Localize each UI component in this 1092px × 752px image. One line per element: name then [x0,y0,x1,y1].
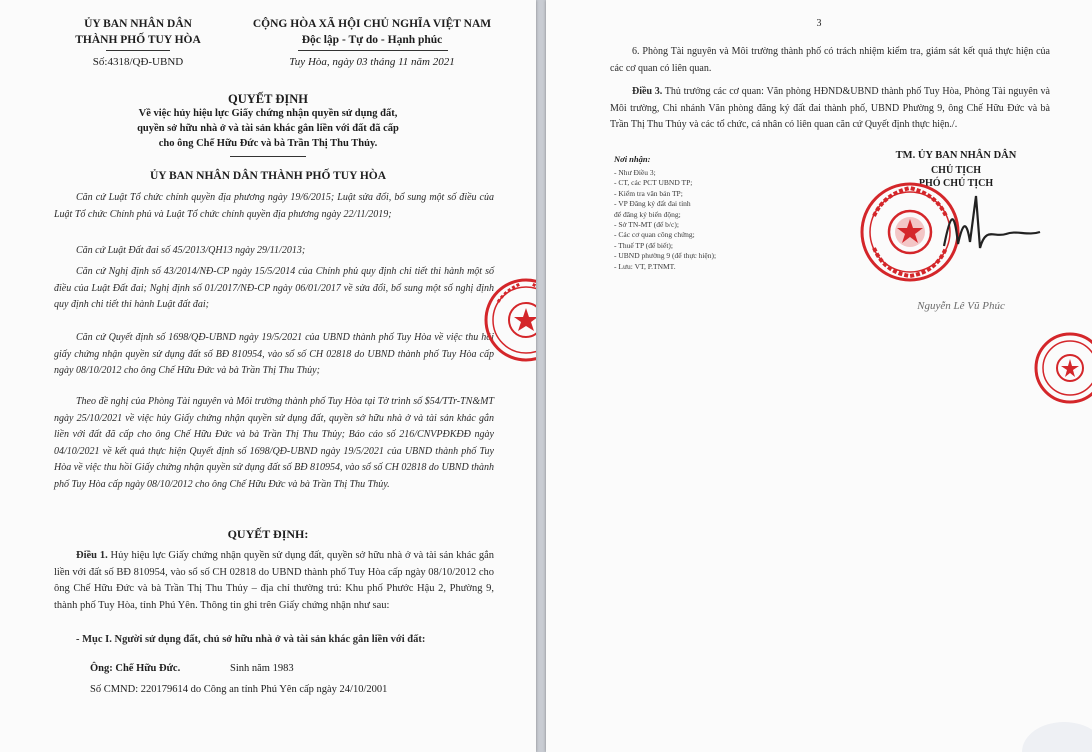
owner-birth-year: Sinh năm 1983 [230,663,294,674]
recipient-item: - Lưu: VT, P.TNMT. [614,261,676,271]
section-1-heading: - Mục I. Người sử dụng đất, chủ sở hữu nhà ở và tài sản khác gắn liền với đất: [76,634,426,645]
issuing-org-line2: THÀNH PHỐ TUY HÒA [75,34,201,46]
article-1 [54,548,494,614]
handwritten-signature-icon [936,186,1046,266]
signer-name: Nguyễn Lê Vũ Phúc [917,300,1005,312]
item-6: 6. Phòng Tài nguyên và Môi trường thành phố có trách nhiệm kiểm tra, giám sát kết quả thực hiện của các cơ quan có liên quan. [610,46,1050,74]
recipient-item: để đăng ký biến động; [614,209,681,219]
article-3-text: Thủ trưởng các cơ quan: Văn phòng HĐND&UBND thành phố Tuy Hòa, Phòng Tài nguyên và Môi trường, Chi nhánh Văn phòng đăng ký đất đai thành phố, UBND Phường 9, ông Chế Hữu Đức và bà Trần Thị Thu Thủy và các tổ chức, cá nhân có liên quan căn cứ Quyết định thực hiện./. [610,86,1050,130]
place-and-date: Tuy Hòa, ngày 03 tháng 11 năm 2021 [289,56,455,68]
recipient-item: - Như Điều 3; [614,168,656,177]
header-rule-left [106,50,170,51]
legal-basis-4: Căn cứ Quyết định số 1698/QĐ-UBND ngày 19/5/2021 của UBND thành phố Tuy Hòa về việc thu hồi giấy chứng nhận quyền sử dụng đất số BĐ 810954, vào sổ số CH 02818 do UBND thành phố Tuy Hòa cấp ngày 08/10/2012 cho ông Chế Hữu Đức và bà Trần Thị Thu Thủy; [54,332,494,376]
signer-title-chair: CHỦ TỊCH [930,165,982,176]
official-seal-icon [476,272,536,372]
legal-basis-5: Theo đề nghị của Phòng Tài nguyên và Môi trường thành phố Tuy Hòa tại Tờ trình số $54/TTr-TN&MT ngày 25/10/2021 về việc hủy Giấy chứng nhận quyền sử dụng đất, quyền sở hữu nhà ở và tài sản khác gắn liền với đất đã cấp cho ông Chế Hữu Đức và bà Trần Thị Thu Thủy; Báo cáo số 216/CNVPĐKĐĐ ngày 04/10/2021 về kết quả thực hiện Quyết định số 1698/QĐ-UBND ngày 19/5/2021 của UBND thành phố Tuy Hòa về việc thu hồi Giấy chứng nhận quyền sử dụng đất số BĐ 810954, vào sổ số CH 02818 do UBND thành phố Tuy Hòa cấp ngày 08/10/2012 cho ông Chế Hữu Đức và bà Trần Thị Thu Thủy. [54,396,494,490]
article-1-label: Điều 1. [76,550,108,561]
recipient-item: - CT, các PCT UBND TP; [614,178,693,188]
legal-basis-3: Căn cứ Nghị định số 43/2014/NĐ-CP ngày 15/5/2014 của Chính phủ quy định chi tiết thi hành một số điều của Luật Đất đai; Nghị định số 01/2017/NĐ-CP ngày 06/01/2017 về sửa đổi, bổ sung một số nghị định quy định chi tiết thi hành Luật đất đai; [54,266,494,310]
subject-rule [230,156,306,157]
issuing-org-line1: ỦY BAN NHÂN DÂN [84,18,192,30]
article-3-label: Điều 3. [632,86,663,97]
article-1-text: Hủy hiệu lực Giấy chứng nhận quyền sử dụng đất, quyền sở hữu nhà ở và tài sản khác gắn liền với đất số BĐ 810954, vào sổ số CH 02818 do UBND thành phố Tuy Hòa cấp ngày 08/10/2012 cho ông Chế Hữu Đức và bà Trần Thị Thu Thủy – địa chỉ thường trú: Khu phố Phước Hậu 2, Phường 9, thành phố Tuy Hòa, tỉnh Phú Yên. Thông tin ghi trên Giấy chứng nhận như sau: [54,550,495,611]
decision-subject-line1: Về việc hủy hiệu lực Giấy chứng nhận quyền sử dụng đất, [138,108,398,119]
decision-subject-line3: cho ông Chế Hữu Đức và bà Trần Thị Thu Thủy. [158,138,378,149]
document-page-2 [546,0,1092,752]
recipient-item: - Các cơ quan công chứng; [614,230,695,240]
decision-subject-line2: quyền sở hữu nhà ở và tài sản khác gắn liền với đất đã cấp [137,123,399,134]
national-title: CỘNG HÒA XÃ HỘI CHỦ NGHĨA VIỆT NAM [252,18,492,30]
page-number: 3 [816,18,822,29]
recipient-item: - UBND phường 9 (để thực hiện); [614,251,717,261]
owner-name: Ông: Chế Hữu Đức. [90,663,181,674]
recipient-item: - Sở TN-MT (để b/c); [614,220,679,230]
official-seal-icon [1030,322,1092,414]
header-rule-right [298,50,448,51]
recipients-title: Nơi nhận: [614,154,651,164]
signer-title-vice-chair: PHÓ CHỦ TỊCH [918,178,994,189]
document-page-1 [0,0,536,752]
page-corner [1022,722,1092,752]
recipients-list [614,168,716,272]
national-motto: Độc lập - Tự do - Hạnh phúc [301,34,443,46]
issuing-authority: ỦY BAN NHÂN DÂN THÀNH PHỐ TUY HÒA [149,170,387,182]
owner-id-card: Số CMND: 220179614 do Công an tỉnh Phú Yên cấp ngày 24/10/2001 [90,684,388,695]
recipient-item: - VP Đăng ký đất đai tỉnh [614,199,691,209]
signer-org: TM. ỦY BAN NHÂN DÂN [895,150,1017,161]
legal-basis-1: Căn cứ Luật Tổ chức chính quyền địa phương ngày 19/6/2015; Luật sửa đổi, bổ sung một số điều của Luật Tổ chức Chính phủ và Luật Tổ chức chính quyền địa phương ngày 22/11/2019; [54,192,494,220]
recipient-item: - Thuế TP (để biết); [614,240,674,250]
legal-basis-2: Căn cứ Luật Đất đai số 45/2013/QH13 ngày 29/11/2013; [76,245,306,256]
article-3 [610,84,1050,134]
decision-heading: QUYẾT ĐỊNH: [227,527,309,541]
recipient-item: - Kiểm tra văn bản TP; [614,188,683,198]
document-number: Số:4318/QĐ-UBND [92,56,184,68]
decision-title: QUYẾT ĐỊNH [228,92,308,106]
